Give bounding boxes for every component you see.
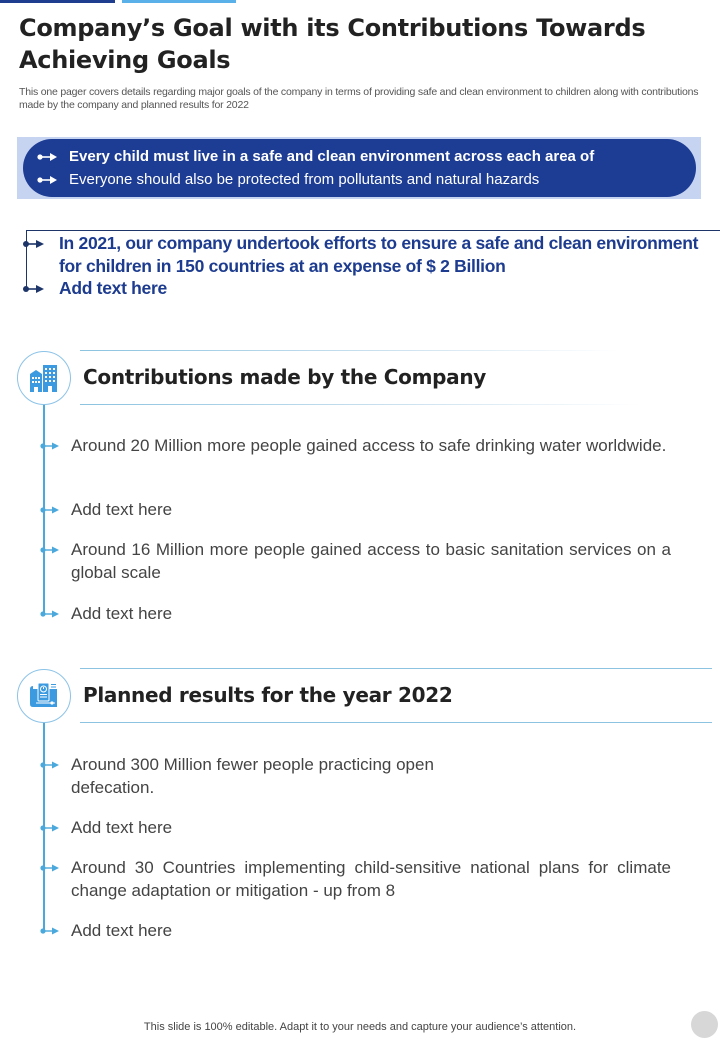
planned-text: Around 30 Countries implementing child-sensitive national plans for climate change adaptation or mitigation - up from 8 [71,858,671,900]
contribution-text: Around 20 Million more people gained access to safe drinking water worldwide. [71,436,667,455]
top-accent-bar-light [122,0,236,3]
double-arrow-icon [38,441,62,451]
contributions-icon-circle [17,351,71,405]
section-divider-bottom [80,404,640,405]
double-arrow-icon [38,823,62,833]
planned-text: Add text here [71,921,173,940]
double-arrow-icon [37,175,59,185]
highlight-item [22,277,699,300]
double-arrow-icon [38,863,62,873]
page-indicator-dot [691,1011,718,1038]
planned-icon-circle [17,669,71,723]
footer-note [0,1021,720,1033]
goal-banner-text: Everyone should also be protected from pollutants and natural hazards [69,171,540,188]
double-arrow-icon [22,239,46,249]
section-divider-bottom [80,722,712,723]
buildings-icon [28,363,60,393]
double-arrow-icon [37,152,59,162]
contribution-text: Add text here [71,604,173,623]
page-title: Company’s Goal with its Contributions Towards Achieving Goals [19,14,646,74]
contributions-title: Contributions made by the Company [83,365,487,389]
highlight-text: In 2021, our company undertook efforts to ensure a safe and clean environment for children in 150 countries at an expense of $ 2 Billion [59,233,699,276]
double-arrow-icon [22,284,46,294]
blueprint-icon [28,681,60,711]
contribution-text: Add text here [71,500,173,519]
double-arrow-icon [38,609,62,619]
planned-item [38,856,678,902]
contribution-item [38,434,678,457]
planned-item [38,816,678,839]
planned-text: Add text here [71,818,173,837]
contribution-item [38,602,678,625]
contribution-text: Around 16 Million more people gained access to basic sanitation services on a global scale [71,540,671,582]
highlight-text: Add text here [59,278,167,298]
goal-banner-item [37,171,539,188]
contribution-item [38,498,678,521]
goal-banner [23,139,696,197]
section-divider-top [80,668,712,669]
double-arrow-icon [38,760,62,770]
goal-banner-text: Every child must live in a safe and clean environment across each area of [69,148,595,165]
page-subtitle: This one pager covers details regarding major goals of the company in terms of providing safe and clean environment to children along with contributions made by the company and planned results for 2022 [19,86,699,111]
planned-item [38,919,678,942]
double-arrow-icon [38,926,62,936]
contribution-item [38,538,678,584]
footer-text: This slide is 100% editable. Adapt it to your needs and capture your audience’s attention. [143,1021,577,1033]
highlight-item [22,232,699,278]
section-divider-top [80,350,620,351]
goal-banner-item [37,148,594,165]
double-arrow-icon [38,505,62,515]
planned-title: Planned results for the year 2022 [83,683,453,707]
top-accent-bar-dark [0,0,115,3]
double-arrow-icon [38,545,62,555]
planned-item [38,753,678,799]
planned-text: Around 300 Million fewer people practicing open defecation. [71,755,434,797]
